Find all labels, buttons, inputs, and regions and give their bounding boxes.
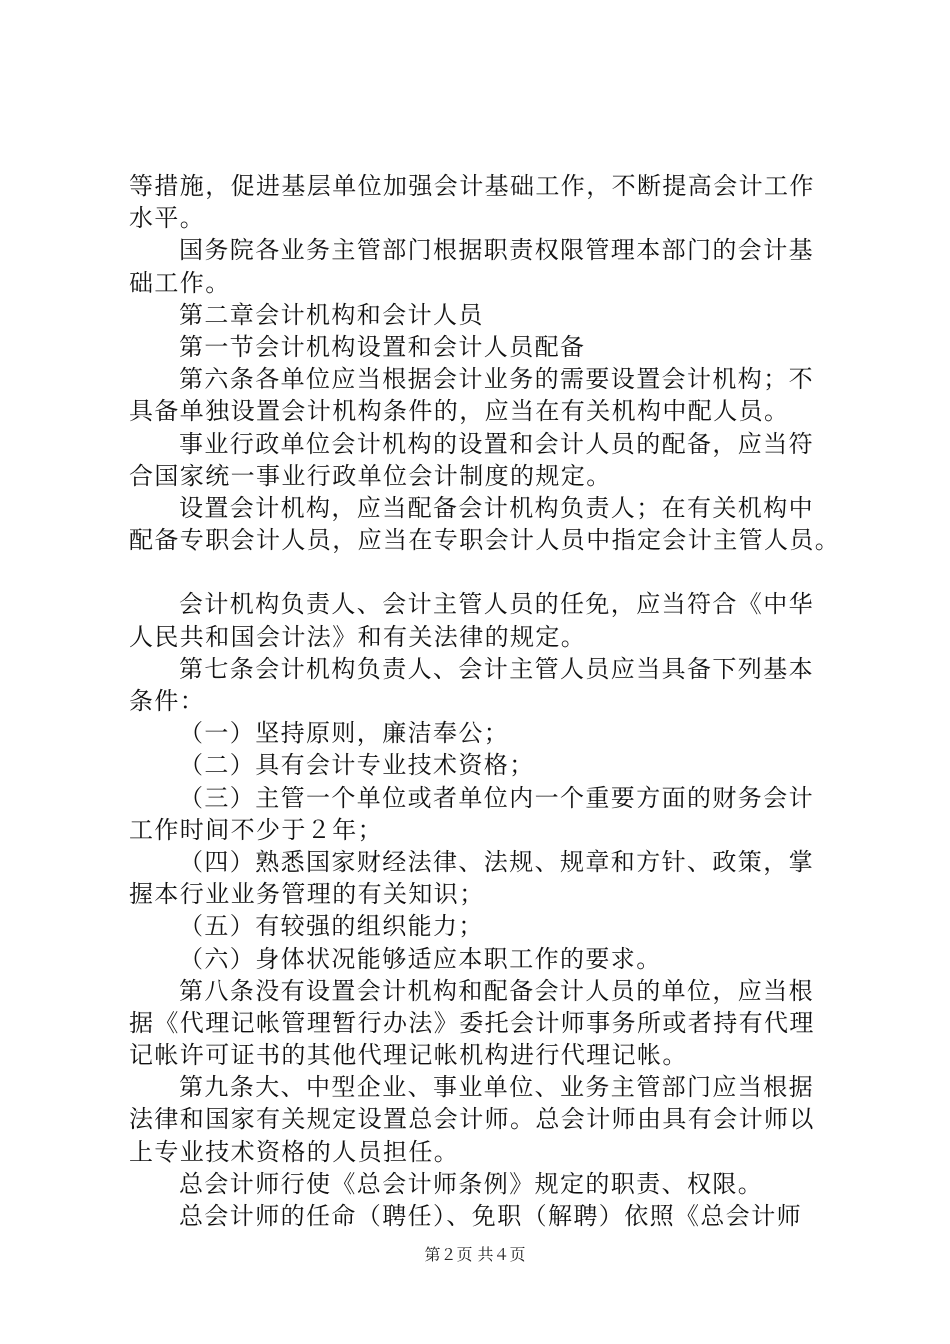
text-line: 第六条各单位应当根据会计业务的需要设置会计机构；不 [179, 365, 814, 394]
text-line: 等措施，促进基层单位加强会计基础工作，不断提高会计工作 [129, 172, 815, 200]
text-line: 础工作。 [129, 268, 231, 297]
text-line: 上专业技术资格的人员担任。 [129, 1137, 460, 1166]
text-line: 据《代理记帐管理暂行办法》委托会计师事务所或者持有代理 [129, 1008, 815, 1037]
text-line: 水平。 [129, 204, 206, 233]
text-line: 总会计师行使《总会计师条例》规定的职责、权限。 [179, 1169, 764, 1198]
text-line: 具备单独设置会计机构条件的，应当在有关机构中配人员。 [129, 397, 790, 426]
chapter-heading: 第二章会计机构和会计人员 [179, 300, 484, 329]
text-line: 记帐许可证书的其他代理记帐机构进行代理记帐。 [129, 1041, 688, 1070]
list-item: （四）熟悉国家财经法律、法规、规章和方针、政策，掌 [179, 847, 814, 876]
text-line: 握本行业业务管理的有关知识； [129, 880, 485, 909]
text-line: 法律和国家有关规定设置总会计师。总会计师由具有会计师以 [129, 1105, 815, 1134]
text-line: 设置会计机构，应当配备会计机构负责人；在有关机构中 [179, 493, 814, 522]
text-line: 配备专职会计人员，应当在专职会计人员中指定会计主管人员。 [129, 526, 841, 555]
text-line: 第八条没有设置会计机构和配备会计人员的单位，应当根 [179, 976, 814, 1005]
text-line: 人民共和国会计法》和有关法律的规定。 [129, 622, 587, 651]
blank-line [129, 556, 844, 588]
text-line: 合国家统一事业行政单位会计制度的规定。 [129, 461, 612, 490]
text-line: 第九条大、中型企业、事业单位、业务主管部门应当根据 [179, 1073, 814, 1102]
text-line: 事业行政单位会计机构的设置和会计人员的配备，应当符 [179, 429, 814, 458]
text-line: 工作时间不少于２年； [129, 815, 383, 844]
section-heading: 第一节会计机构设置和会计人员配备 [179, 332, 586, 361]
list-item: （六）身体状况能够适应本职工作的要求。 [179, 944, 662, 973]
text-line: 国务院各业务主管部门根据职责权限管理本部门的会计基 [179, 236, 814, 265]
list-item: （三）主管一个单位或者单位内一个重要方面的财务会计 [179, 783, 814, 812]
page-number-footer: 第２页 共４页 [424, 1245, 526, 1264]
text-line: 条件： [129, 687, 206, 715]
text-line: 会计机构负责人、会计主管人员的任免，应当符合《中华 [179, 590, 814, 619]
list-item: （五）有较强的组织能力； [179, 912, 484, 941]
list-item: （一）坚持原则，廉洁奉公； [179, 719, 510, 748]
text-line: 第七条会计机构负责人、会计主管人员应当具备下列基本 [179, 654, 814, 683]
document-body [129, 170, 844, 1232]
text-line: 总会计师的任命（聘任）、免职（解聘）依照《总会计师 [179, 1202, 802, 1230]
list-item: （二）具有会计专业技术资格； [179, 751, 535, 780]
